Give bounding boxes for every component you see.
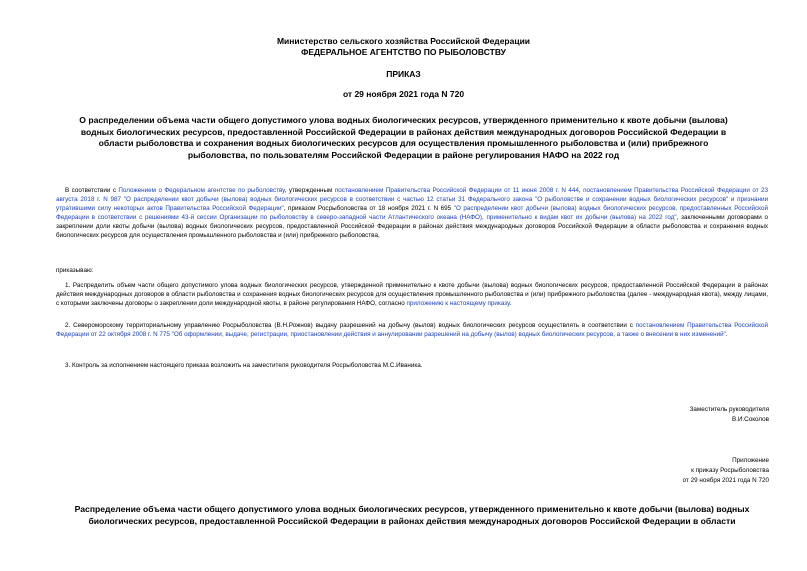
item2-text: 2. Североморскому территориальному управлению Росрыболовства (В.Н.Рожнов) выдачу разрешений на добычу (вылов) водных биологических ресурсов осуществлять в соответствии с — [65, 322, 636, 329]
item2-end: . — [725, 331, 728, 338]
signature-position: Заместитель руководителя — [689, 406, 769, 413]
link-resolution-775[interactable]: постановлением Правительства Российской Федерации от 22 октября 2008 г. N 775 "Об оформлении, выдаче, регистрации, приостановлении действия и аннулировании разрешений на добычу (вылов) водных биологических ресурсов, а также о внесении в них изменений" — [56, 322, 768, 338]
order-item-3: 3. Контроль за исполнением настоящего приказа возложить на заместителя руководителя Росрыболовства М.С.Иваника. — [65, 362, 423, 369]
preamble-text-4: , приказом Росрыболовства от 18 ноября 2021 г. N 695 — [283, 205, 454, 212]
link-appendix[interactable]: приложению к настоящему приказу — [406, 300, 510, 307]
appendix-label: Приложение — [732, 457, 769, 464]
document-title: О распределении объема части общего допустимого улова водных биологических ресурсов, утвержденного применительно к квоте добычи (вылова) водных биологических ресурсов, предоставленной Российской Федерации в районах действия международных договоров Российской Федерации в области рыболовства и сохранения водных биологических ресурсов для осуществления промышленного рыболовства и (или) прибрежного рыболовства, по пользователям Российской Федерации в районе регулирования НАФО на 2022 год — [79, 115, 728, 160]
preamble-text-1: В соответствии с — [65, 187, 119, 194]
item1-end: . — [509, 300, 512, 307]
appendix-date: от 29 ноября 2021 года N 720 — [682, 477, 769, 484]
document-date-number: от 29 ноября 2021 года N 720 — [342, 89, 465, 99]
preamble-paragraph — [56, 186, 768, 240]
preamble-text-2: , утвержденным — [284, 187, 335, 194]
preamble-text-3: , — [578, 187, 584, 194]
preamble-text-5: , заключенными договорами о закреплении доли квоты добычи (вылова) водных биологических ресурсов, предоставленной Российской Федерации в районах действия международных договоров Российской Федерации в области рыболовства и сохранения водных биологических ресурсов для осуществления промышленного рыболовства и (или) прибрежного рыболовства, — [56, 214, 768, 239]
signature-name: В.И.Соколов — [731, 416, 769, 423]
link-regulation[interactable]: Положением о Федеральном агентстве по рыболовству — [118, 187, 285, 194]
order-item-1 — [56, 281, 768, 308]
item1-text: 1. Распределить объем части общего допустимого улова водных биологических ресурсов, утвержденной применительно к квоте добычи (вылова) водных биологических ресурсов, предоставленной Российской Федерации в районах действия международных договоров в области рыболовства и сохранения водных биологических ресурсов для осуществления промышленного рыболовства и (или) прибрежного рыболовства (далее - международная квота), между лицами, с которыми заключены договоры о закреплении доли международной квоты, в районе регулирования НАФО, согласно — [56, 282, 768, 307]
ministry-name: Министерство сельского хозяйства Российской Федерации — [276, 36, 531, 46]
appendix-ref: к приказу Росрыболовства — [691, 467, 769, 474]
document-type: ПРИКАЗ — [386, 69, 421, 79]
link-resolution-987[interactable]: постановлением Правительства Российской Федерации от 23 августа 2018 г. N 987 "О распределении квот добычи (вылова) водных биологических ресурсов в соответствии с частью 12 статьи 31 Федерального закона "О рыболовстве и сохранении водных биологических ресурсов" и признании утратившими силу некоторых актов Правительства Российской Федерации" — [56, 187, 769, 212]
link-resolution-444[interactable]: постановлением Правительства Российской Федерации от 11 июня 2008 г. N 444 — [334, 187, 579, 194]
agency-name: ФЕДЕРАЛЬНОЕ АГЕНТСТВО ПО РЫБОЛОВСТВУ — [301, 47, 506, 57]
order-word: приказываю: — [56, 267, 94, 274]
appendix-title: Распределение объема части общего допустимого улова водных биологических ресурсов, утвержденного применительно к квоте добычи (вылова) водных биологических ресурсов, предоставленной Российской Федерации в районах действия международных договоров Российской Федерации в области — [74, 504, 750, 526]
link-order-695[interactable]: "О распределении квот добычи (вылова) водных биологических ресурсов, предоставленных Российской Федерации в соответствии с решениями 43-й сессии Организации по рыболовству в северо-западной части Атлантического океана (НАФО), применительно к видам квот их добычи (вылова) на 2022 год" — [56, 205, 768, 221]
order-item-2 — [56, 321, 768, 339]
